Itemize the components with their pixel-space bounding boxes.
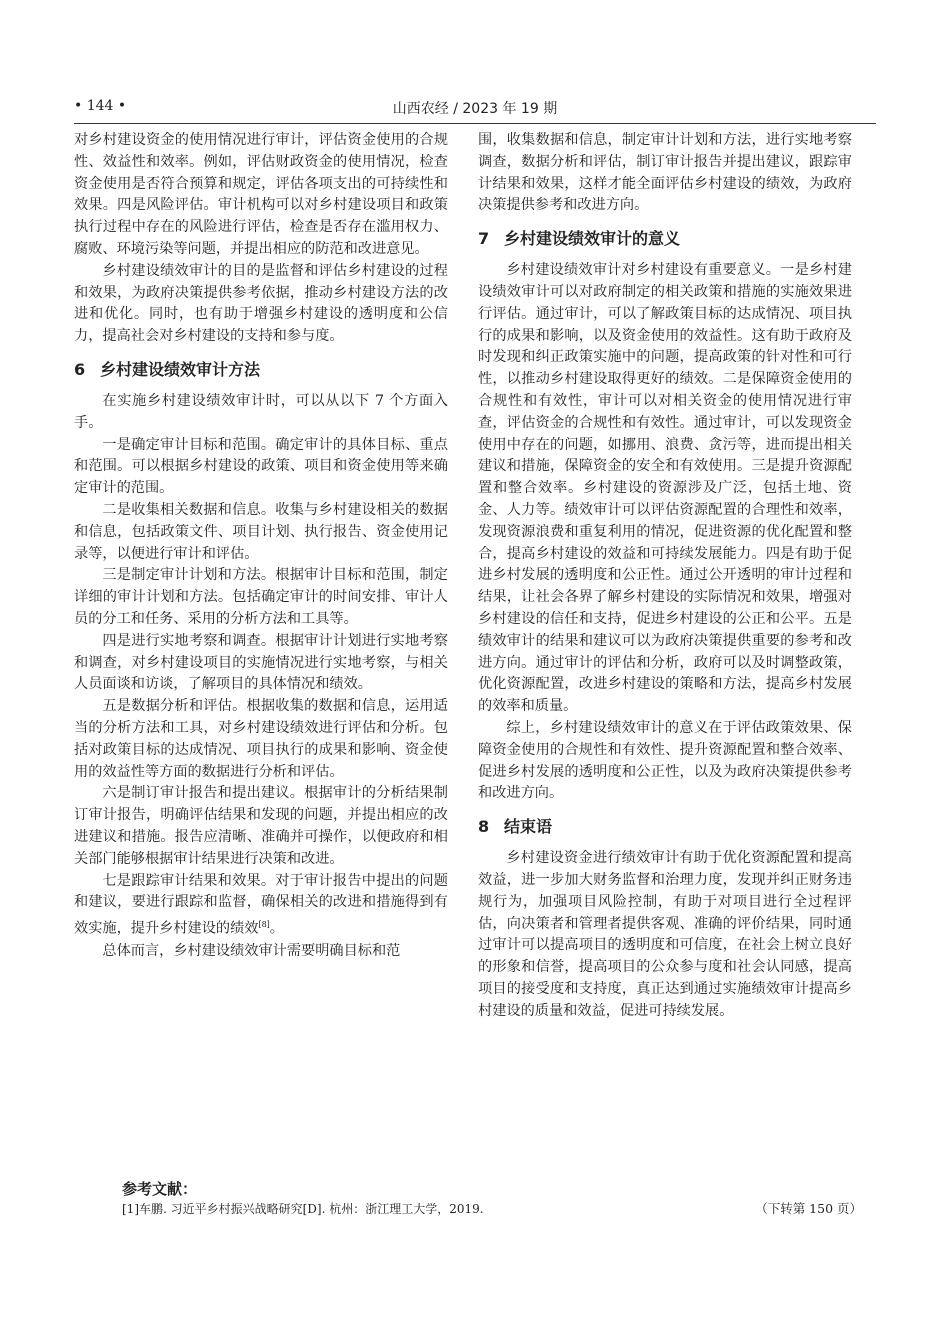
section-number: 6 xyxy=(74,359,86,379)
paragraph: 对乡村建设资金的使用情况进行审计，评估资金使用的合规性、效益性和效率。例如，评估财政资金的使用情况，检查资金使用是否符合预算和规定，评估各项支出的可持续性和效果。四是风险评估。审计机构可以对乡村建设项目和政策执行过程中存在的风险进行评估，检查是否存在滥用权力、腐败、环境污染等问题，并提出相应的防范和改进意见。 xyxy=(74,132,448,257)
citation: [8] xyxy=(258,920,270,930)
paragraph: 六是制订审计报告和提出建议。根据审计的分析结果制订审计报告，明确评估结果和发现的问题，并提出相应的改进建议和措施。报告应清晰、准确并可操作，以便政府和相关部门能够根据审计结果进行决策和改进。 xyxy=(74,785,448,867)
paragraph: 总体而言，乡村建设绩效审计需要明确目标和范 xyxy=(102,942,401,959)
paragraph: 二是收集相关数据和信息。收集与乡村建设相关的数据和信息，包括政策文件、项目计划、执行报告、资金使用记录等，以便进行审计和评估。 xyxy=(74,501,448,562)
paragraph: 乡村建设绩效审计的目的是监督和评估乡村建设的过程和效果，为政府决策提供参考依据，推动乡村建设方法的改进和优化。同时，也有助于增强乡村建设的透明度和公信力，提高社会对乡村建设的支持和参与度。 xyxy=(74,262,448,345)
paragraph: 在实施乡村建设绩效审计时，可以从以下 7 个方面入手。 xyxy=(74,392,448,431)
right-column xyxy=(478,130,852,1022)
page-header xyxy=(74,98,876,120)
references-title: 参考文献： xyxy=(122,1180,198,1198)
section-number: 8 xyxy=(478,817,490,837)
paragraph: 综上，乡村建设绩效审计的意义在于评估政策效果、保障资金使用的合规性和有效性、提升资源配置和整合效率、促进乡村发展的透明度和公正性，以及为政府决策提供参考和改进方向。 xyxy=(478,719,852,802)
paragraph: 乡村建设资金进行绩效审计有助于优化资源配置和提高效益，进一步加大财务监督和治理力度，发现并纠正财务违规行为，加强项目风险控制，有助于对项目进行全过程评估，向决策者和管理者提供客观、准确的评价结果，同时通过审计可以提高项目的透明度和可信度，在社会上树立良好的形象和信誉，提高项目的公众参与度和社会认同感，提高项目的接受度和支持度，真正达到通过实施绩效审计提高乡村建设的质量和效益，促进可持续发展。 xyxy=(478,850,852,1019)
page-number: • 144 • xyxy=(74,98,127,114)
section-title: 乡村建设绩效审计方法 xyxy=(100,359,261,379)
continued-note: （下转第 150 页） xyxy=(755,1201,862,1216)
paragraph: 一是确定审计目标和范围。确定审计的具体目标、重点和范围。可以根据乡村建设的政策、项目和资金使用等来确定审计的范围。 xyxy=(74,436,448,497)
section-title: 结束语 xyxy=(504,817,553,837)
section-heading-8 xyxy=(478,815,852,839)
section-title: 乡村建设绩效审计的意义 xyxy=(504,229,681,249)
section-number: 7 xyxy=(478,229,490,249)
section-heading-6 xyxy=(74,358,448,382)
header-rule xyxy=(74,123,876,124)
paragraph: 围，收集数据和信息，制定审计计划和方法，进行实地考察调查，数据分析和评估，制订审计报告并提出建议，跟踪审计结果和效果，这样才能全面评估乡村建设的绩效，为政府决策提供参考和改进方向。 xyxy=(478,132,852,214)
journal-title: 山西农经 / 2023 年 19 期 xyxy=(392,101,558,117)
paragraph: 三是制定审计计划和方法。根据审计目标和范围，制定详细的审计计划和方法。包括确定审计的时间安排、审计人员的分工和任务、采用的分析方法和工具等。 xyxy=(74,567,448,627)
paragraph-text: 七是跟踪审计结果和效果。对于审计报告中提出的问题和建议，要进行跟踪和监督，确保相关的改进和措施得到有效实施，提升乡村建设的绩效 xyxy=(74,872,448,937)
paragraph xyxy=(74,871,448,941)
paragraph: 四是进行实地考察和调查。根据审计计划进行实地考察和调查，对乡村建设项目的实施情况进行实地考察，与相关人员面谈和访谈，了解项目的具体情况和绩效。 xyxy=(74,632,448,693)
reference-item: [1]车鹏. 习近平乡村振兴战略研究[D]. 杭州：浙江理工大学，2019. xyxy=(122,1202,484,1216)
paragraph-end: 。 xyxy=(269,920,284,937)
left-column xyxy=(74,130,448,962)
paragraph: 乡村建设绩效审计对乡村建设有重要意义。一是乡村建设绩效审计可以对政府制定的相关政策和措施的实施效果进行评估。通过审计，可以了解政策目标的达成情况、项目执行的成果和影响，以及资金使用的效益性。这有助于政府及时发现和纠正政策实施中的问题，提高政策的针对性和可行性，以推动乡村建设取得更好的绩效。二是保障资金使用的合规性和有效性，审计可以对相关资金的使用情况进行审查，评估资金的合规性和有效性。通过审计，可以发现资金使用中存在的问题，如挪用、浪费、贪污等，进而提出相关建议和措施，保障资金的安全和有效使用。三是提升资源配置和整合效率。乡村建设的资源涉及广泛，包括土地、资金、人力等。绩效审计可以评估资源配置的合理性和效率，发现资源浪费和重复利用的情况，促进资源的优化配置和整合，提高乡村建设的效益和可持续发展能力。四是有助于促进乡村发展的透明度和公正性。通过公开透明的审计过程和结果，让社会各界了解乡村建设的实际情况和效果，增强对乡村建设的信任和支持，促进乡村建设的公正和公平。五是绩效审计的结果和建议可以为政府决策提供重要的参考和改进方向。通过审计的评估和分析，政府可以及时调整政策，优化资源配置，改进乡村建设的策略和方法，提高乡村发展的效率和质量。 xyxy=(478,262,852,715)
paragraph: 五是数据分析和评估。根据收集的数据和信息，运用适当的分析方法和工具，对乡村建设绩效进行评估和分析。包括对政策目标的达成情况、项目执行的成果和影响、资金使用的效益性等方面的数据进行分析和评估。 xyxy=(74,698,448,780)
section-heading-7 xyxy=(478,227,852,251)
